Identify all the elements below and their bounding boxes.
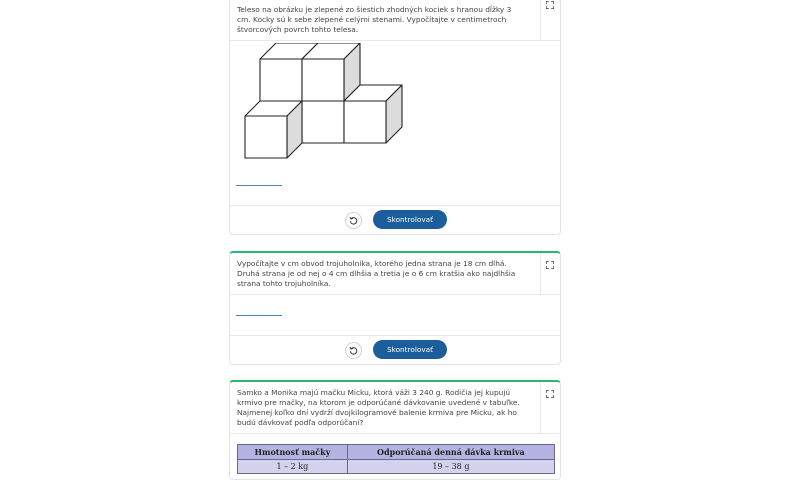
expand-icon xyxy=(546,1,554,9)
expand-icon xyxy=(546,261,554,269)
question-header xyxy=(230,253,560,295)
question-text: Vypočítajte v cm obvod trojuholníka, ktorého jedna strana je 18 cm dlhá. Druhá strana je od nej o 4 cm dlhšia a tretia je o 6 cm kratšia ako najdlhšia strana tohto trojuholníka. xyxy=(237,259,516,288)
expand-button[interactable] xyxy=(540,253,560,294)
question-header xyxy=(230,382,560,434)
table-row xyxy=(238,460,555,474)
reset-icon xyxy=(349,216,358,225)
expand-icon xyxy=(546,390,554,398)
table-cell: 19 – 38 g xyxy=(347,460,554,474)
question-footer xyxy=(230,335,560,364)
dosage-table xyxy=(237,444,555,474)
reset-button[interactable] xyxy=(345,212,362,229)
question-card-3 xyxy=(229,380,561,480)
question-card-1 xyxy=(229,0,561,235)
check-button[interactable]: Skontrolovať xyxy=(373,340,447,359)
table-header-row xyxy=(238,445,555,460)
reset-button[interactable] xyxy=(345,342,362,359)
answer-input[interactable] xyxy=(236,315,282,316)
cube-figure-image xyxy=(236,43,406,173)
expand-button[interactable] xyxy=(540,382,560,433)
question-card-2 xyxy=(229,251,561,365)
reset-icon xyxy=(349,346,358,355)
expand-button[interactable] xyxy=(540,0,560,40)
table-cell: 1 – 2 kg xyxy=(238,460,348,474)
question-header xyxy=(230,0,560,41)
dosage-table-wrap xyxy=(237,444,555,484)
question-text: Teleso na obrázku je zlepené zo šiestich zhodných kociek s hranou dĺžky 3 cm. Kocky sú k sebe zlepené celými stenami. Vypočítajte v centimetroch štvorcových povrch tohto telesa. xyxy=(237,5,512,34)
question-text: Samko a Monika majú mačku Micku, ktorá váži 3 240 g. Rodičia jej kupujú krmivo pre mačky, na ktorom je odporúčané dávkovanie uvedené v tabuľke. Najmenej koľko dní vydrží dvojkilogramové balenie krmiva pre Micku, ak ho budú dávkovať podľa odporúčaní? xyxy=(237,388,520,427)
answer-input[interactable] xyxy=(236,185,282,186)
table-header-cell: Odporúčaná denná dávka krmiva xyxy=(347,445,554,460)
check-button[interactable]: Skontrolovať xyxy=(373,210,447,229)
question-footer xyxy=(230,205,560,234)
table-header-cell: Hmotnosť mačky xyxy=(238,445,348,460)
